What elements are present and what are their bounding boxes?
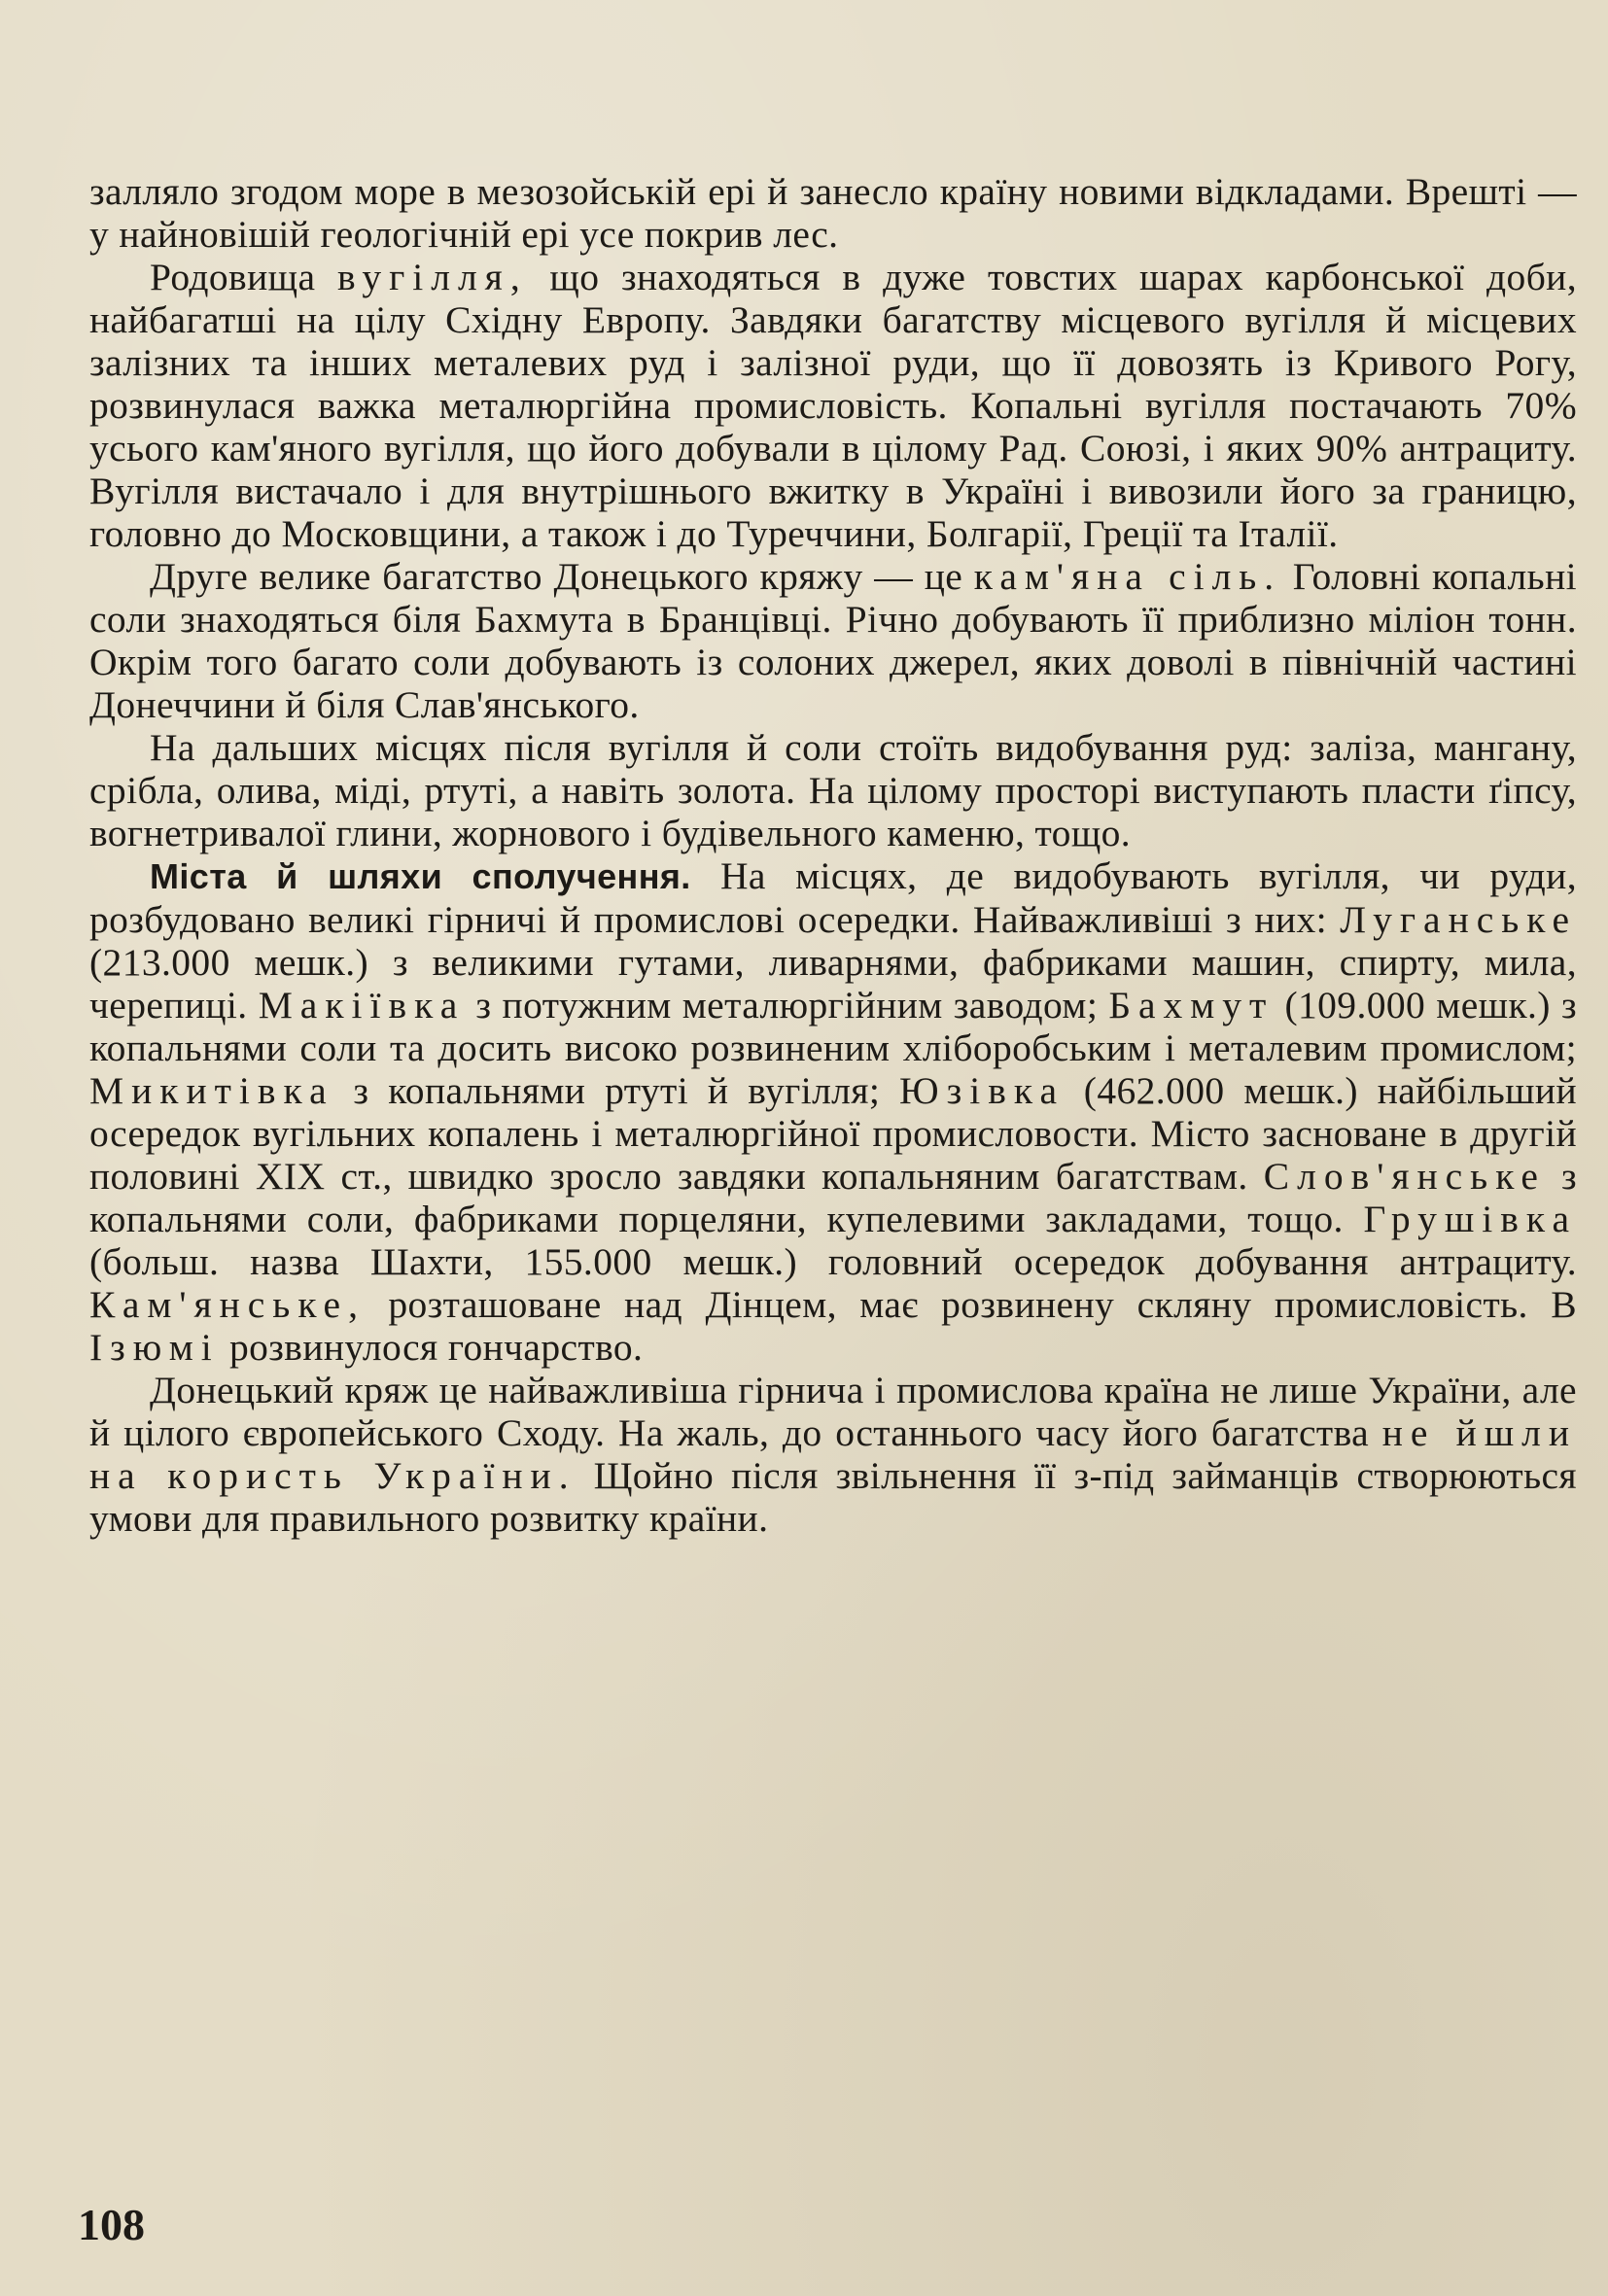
section-heading-cities: Міста й шляхи сполучення. bbox=[150, 856, 691, 896]
text-body bbox=[89, 170, 1577, 1540]
page-number: 108 bbox=[78, 2200, 145, 2249]
text-segment: (462.000 мешк.) найбільший осередок вугільних копалень і металюргійної промисловости. Місто засноване в другій половині XIX ст., швидко зросло завдяки копальняним багатствам. bbox=[89, 1069, 1577, 1198]
paragraph-geology-end bbox=[89, 170, 1577, 256]
text-segment: з потужним металюргійним заводом; bbox=[465, 984, 1109, 1026]
spaced-term-coal: вугілля, bbox=[337, 256, 528, 298]
text-segment: з копальнями ртуті й вугілля; bbox=[333, 1069, 900, 1112]
text-segment: розвинулося гончарство. bbox=[219, 1326, 644, 1369]
text-segment: Донецький кряж це найважливіша гірнича і промислова країна не лише України, але й цілого європейського Сходу. На жаль, до останнього часу його багатства bbox=[89, 1369, 1577, 1454]
text-segment: (213.000 мешк.) з великими гутами, ливарнями, фабриками машин, спирту, мила, черепиці. bbox=[89, 941, 1577, 1026]
text-segment: що знаходяться в дуже товстих шарах карбонської доби, найбагатші на цілу Східну Европу. Завдяки багатству місцевого вугілля й місцевих залізних та інших металевих руд і залізної руди, що її довозять із Кривого Рогу, розвинулася важка металюргійна промисловість. Копальні вугілля постачають 70% усього кам'яного вугілля, що його добували в цілому Рад. Союзі, і яких 90% антрациту. Вугілля вистачало і для внутрішнього вжитку в Україні і вивозили його за границю, головно до Московщини, а також і до Туреччини, Болгарії, Греції та Італії. bbox=[89, 256, 1577, 555]
text-segment: (109.000 мешк.) з копальнями соли та досить високо розвиненим хліборобським і металевим промислом; bbox=[89, 984, 1577, 1069]
text-segment: Родовища bbox=[150, 256, 338, 298]
paragraph-cities bbox=[89, 854, 1577, 1369]
paragraph-salt bbox=[89, 555, 1577, 726]
text-segment: з копальнями соли, фабриками порцеляни, купелевими закладами, тощо. bbox=[89, 1155, 1577, 1240]
text-segment: На дальших місцях після вугілля й соли стоїть видобування руд: заліза, мангану, срібла, олива, міді, ртуті, а навіть золота. На цілому просторі виступають пласти ґіпсу, вогнетривалої глини, жорнового і будівельного каменю, тощо. bbox=[89, 726, 1577, 854]
spaced-term-yuzivka: Юзівка bbox=[899, 1069, 1065, 1112]
paragraph-ores bbox=[89, 726, 1577, 854]
text-segment: Головні копальні соли знаходяться біля Бахмута в Бранцівці. Річно добувають її приблизно міліон тонн. Окрім того багато соли добувають із солоних джерел, яких доволі в північній частині Донеччини й біля Слав'янського. bbox=[89, 555, 1577, 726]
text-segment: розташоване над Дінцем, має розвинену скляну промисловість. В bbox=[365, 1283, 1577, 1326]
spaced-term-hrushivka: Грушівка bbox=[1363, 1198, 1577, 1240]
spaced-term-makiivka: Макіївка bbox=[258, 984, 466, 1026]
spaced-term-sloviianske: Слов'янське bbox=[1263, 1155, 1546, 1198]
text-segment: Щойно після звільнення її з-під займанців створюються умови для правильного розвитку країни. bbox=[89, 1454, 1577, 1540]
spaced-term-benefit-of-ukraine: не йшли на користь України. bbox=[89, 1411, 1578, 1497]
paragraph-coal bbox=[89, 256, 1577, 555]
spaced-term-mykytivka: Микитівка bbox=[89, 1069, 334, 1112]
spaced-term-luhanske: Луганське bbox=[1340, 898, 1577, 941]
spaced-term-izium: Ізюмі bbox=[89, 1326, 220, 1369]
spaced-term-bakhmut: Бахмут bbox=[1108, 984, 1275, 1026]
text-segment: Друге велике багатство Донецького кряжу — це bbox=[150, 555, 974, 598]
text-segment: залляло згодом море в мезозойській ері й занесло країну новими відкладами. Врешті — у найновішій геологічній ері усе покрив лес. bbox=[89, 170, 1577, 256]
spaced-term-rock-salt: кам'яна сіль. bbox=[973, 555, 1282, 598]
paragraph-conclusion bbox=[89, 1369, 1577, 1540]
spaced-term-kamianske: Кам'янське, bbox=[89, 1283, 366, 1326]
text-segment: На місцях, де видобувають вугілля, чи руди, розбудовано великі гірничі й промислові осередки. Найважливіші з них: bbox=[89, 854, 1577, 941]
text-segment: (больш. назва Шахти, 155.000 мешк.) головний осередок добування антрациту. bbox=[89, 1240, 1577, 1283]
